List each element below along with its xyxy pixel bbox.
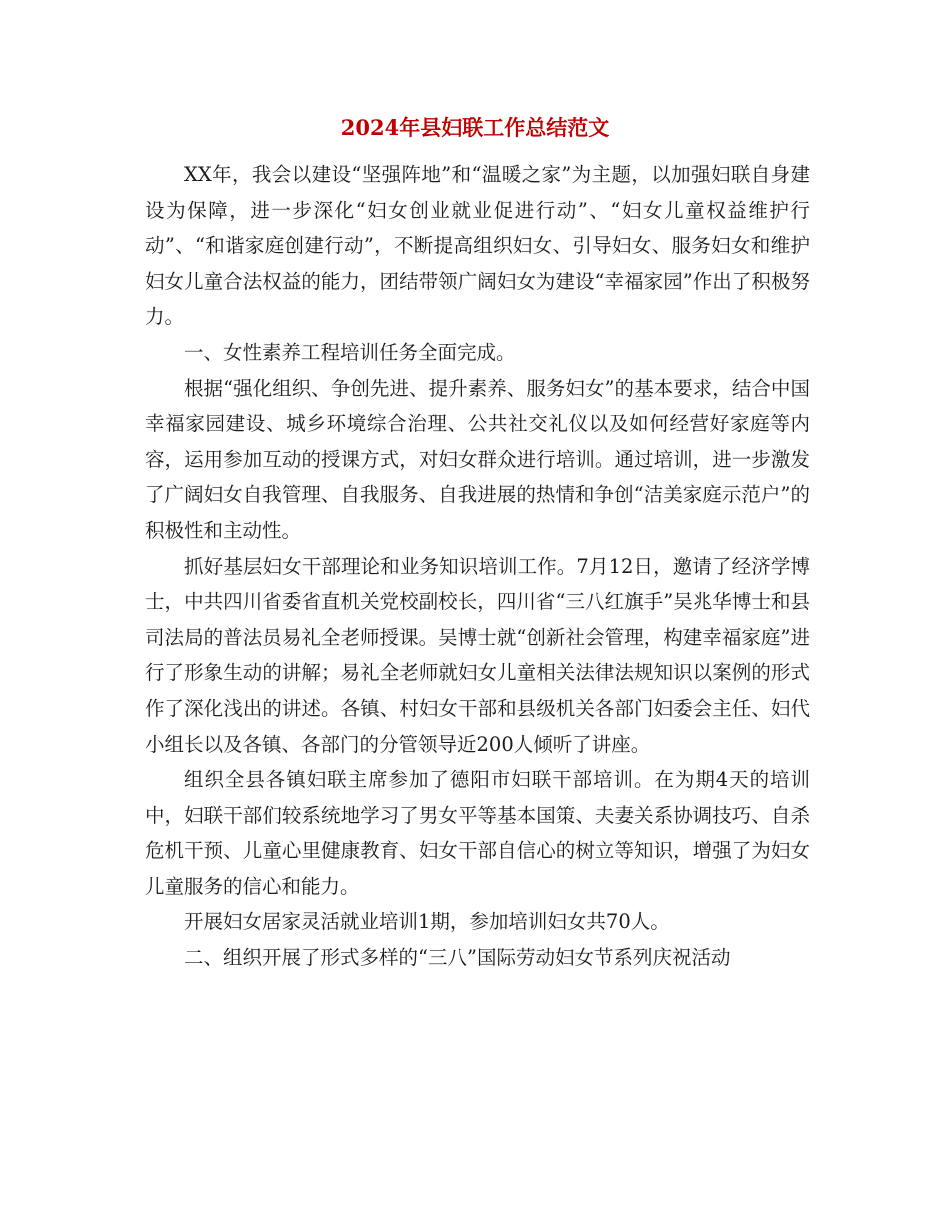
paragraph-cadre-training: 抓好基层妇女干部理论和业务知识培训工作。7月12日，邀请了经济学博士，中共四川省委省直机关党校副校长，四川省“三八红旗手”吴兆华博士和县司法局的普法员易礼全老师授课。吴博士就“创新社会管理，构建幸福家庭”进行了形象生动的讲解；易礼全老师就妇女儿童相关法律法规知识以案例的形式作了深化浅出的讲述。各镇、村妇女干部和县级机关各部门妇委会主任、妇代小组长以及各镇、各部门的分管领导近200人倾听了讲座。: [145, 554, 810, 756]
section-heading-1: 一、女性素养工程培训任务全面完成。: [184, 340, 516, 364]
paragraph-intro: XX年，我会以建设“坚强阵地”和“温暖之家”为主题，以加强妇联自身建设为保障，进一步深化“妇女创业就业促进行动”、“妇女儿童权益维护行动”、“和谐家庭创建行动”，不断提高组织妇女、引导妇女、服务妇女和维护妇女儿童合法权益的能力，团结带领广阔妇女为建设“幸福家园”作出了积极努力。: [145, 163, 810, 329]
paragraph-employment-training: 开展妇女居家灵活就业培训1期，参加培训妇女共70人。: [184, 910, 670, 934]
paragraph-deyang-training: 组织全县各镇妇联主席参加了德阳市妇联干部培训。在为期4天的培训中，妇联干部们较系统地学习了男女平等基本国策、夫妻关系协调技巧、自杀危机干预、儿童心里健康教育、妇女干部自信心的树立等知识，增强了为妇女儿童服务的信心和能力。: [145, 768, 810, 898]
document-title: 2024年县妇联工作总结范文: [340, 115, 610, 140]
paragraph-training-requirements: 根据“强化组织、争创先进、提升素养、服务妇女”的基本要求，结合中国幸福家园建设、城乡环境综合治理、公共社交礼仪以及如何经营好家庭等内容，运用参加互动的授课方式，对妇女群众进行培训。通过培训，进一步激发了广阔妇女自我管理、自我服务、自我进展的热情和争创“洁美家庭示范户”的积极性和主动性。: [145, 376, 810, 542]
document-body: [145, 157, 810, 976]
section-heading-2: 二、组织开展了形式多样的“三八”国际劳动妇女节系列庆祝活动: [184, 946, 731, 970]
